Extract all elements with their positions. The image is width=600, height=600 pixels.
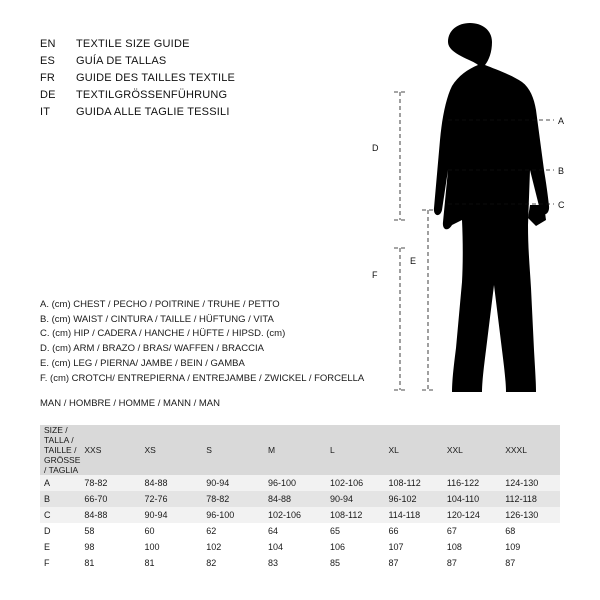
cell-c-m: 102-106 <box>264 507 326 523</box>
title-row-es <box>40 55 340 72</box>
table-row <box>40 475 560 491</box>
cell-b-xxxl: 112-118 <box>501 491 560 507</box>
cell-d-xl: 66 <box>384 523 442 539</box>
title-row-fr <box>40 72 340 89</box>
label-c: C <box>558 200 565 210</box>
cell-e-l: 106 <box>326 539 384 555</box>
cell-f-m: 83 <box>264 555 326 571</box>
cell-e-xxl: 108 <box>443 539 501 555</box>
cell-d-xxxl: 68 <box>501 523 560 539</box>
table-header-label: SIZE / TALLA / TAILLE / GRÖSSE / TAGLIA <box>40 425 80 475</box>
cell-c-xs: 90-94 <box>140 507 202 523</box>
cell-a-xxl: 116-122 <box>443 475 501 491</box>
cell-d-xxs: 58 <box>80 523 140 539</box>
table-header-s: S <box>202 425 264 475</box>
legend-line-e: E. (cm) LEG / PIERNA/ JAMBE / BEIN / GAMBA <box>40 357 245 369</box>
lang-code-de: DE <box>40 89 56 101</box>
table-header-m: M <box>264 425 326 475</box>
cell-d-l: 65 <box>326 523 384 539</box>
size-table-wrapper <box>40 425 560 571</box>
lang-code-en: EN <box>40 38 56 50</box>
cell-a-m: 96-100 <box>264 475 326 491</box>
title-text-fr: GUIDE DES TAILLES TEXTILE <box>76 72 236 84</box>
cell-b-s: 78-82 <box>202 491 264 507</box>
cell-a-xs: 84-88 <box>140 475 202 491</box>
cell-d-s: 62 <box>202 523 264 539</box>
label-e: E <box>410 256 417 266</box>
table-row <box>40 507 560 523</box>
row-label-c: C <box>40 507 80 523</box>
cell-a-xxs: 78-82 <box>80 475 140 491</box>
cell-d-m: 64 <box>264 523 326 539</box>
legend-line-b: B. (cm) WAIST / CINTURA / TAILLE / HÜFTUNG / VITA <box>40 313 274 325</box>
table-header-xxl: XXL <box>443 425 501 475</box>
cell-b-xl: 96-102 <box>384 491 442 507</box>
table-header-row <box>40 425 560 475</box>
cell-c-l: 108-112 <box>326 507 384 523</box>
cell-b-m: 84-88 <box>264 491 326 507</box>
row-label-a: A <box>40 475 80 491</box>
table-row <box>40 491 560 507</box>
table-header-xxxl: XXXL <box>501 425 560 475</box>
legend-line-d: D. (cm) ARM / BRAZO / BRAS/ WAFFEN / BRACCIA <box>40 343 264 355</box>
lang-code-it: IT <box>40 106 51 118</box>
cell-e-xs: 100 <box>140 539 202 555</box>
cell-f-xxl: 87 <box>443 555 501 571</box>
label-b: B <box>558 166 565 176</box>
cell-f-l: 85 <box>326 555 384 571</box>
cell-f-xxs: 81 <box>80 555 140 571</box>
cell-e-xl: 107 <box>384 539 442 555</box>
legend-line-c: C. (cm) HIP / CADERA / HANCHE / HÜFTE / HIPSD. (cm) <box>40 328 286 340</box>
title-block <box>40 38 340 123</box>
title-text-en: TEXTILE SIZE GUIDE <box>76 38 190 50</box>
legend-line-f: F. (cm) CROTCH/ ENTREPIERNA / ENTREJAMBE / ZWICKEL / FORCELLA <box>40 372 365 384</box>
cell-f-xxxl: 87 <box>501 555 560 571</box>
cell-d-xs: 60 <box>140 523 202 539</box>
cell-c-s: 96-100 <box>202 507 264 523</box>
legend-line-a: A. (cm) CHEST / PECHO / POITRINE / TRUHE / PETTO <box>40 299 280 310</box>
table-row <box>40 523 560 539</box>
legend-block <box>40 298 380 386</box>
cell-e-xxxl: 109 <box>501 539 560 555</box>
cell-a-xxxl: 124-130 <box>501 475 560 491</box>
gender-note: MAN / HOMBRE / HOMME / MANN / MAN <box>40 398 220 409</box>
cell-f-s: 82 <box>202 555 264 571</box>
cell-a-xl: 108-112 <box>384 475 442 491</box>
table-header-xxs: XXS <box>80 425 140 475</box>
cell-b-xs: 72-76 <box>140 491 202 507</box>
cell-e-xxs: 98 <box>80 539 140 555</box>
cell-c-xxl: 120-124 <box>443 507 501 523</box>
row-label-f: F <box>40 555 80 571</box>
row-label-b: B <box>40 491 80 507</box>
table-header-xs: XS <box>140 425 202 475</box>
cell-e-m: 104 <box>264 539 326 555</box>
cell-c-xxs: 84-88 <box>80 507 140 523</box>
cell-b-l: 90-94 <box>326 491 384 507</box>
cell-a-l: 102-106 <box>326 475 384 491</box>
table-row <box>40 555 560 571</box>
cell-c-xl: 114-118 <box>384 507 442 523</box>
lang-code-fr: FR <box>40 72 56 84</box>
lang-code-es: ES <box>40 55 56 67</box>
title-row-en <box>40 38 340 55</box>
title-text-de: TEXTILGRÖSSENFÜHRUNG <box>76 89 228 101</box>
table-header-xl: XL <box>384 425 442 475</box>
row-label-e: E <box>40 539 80 555</box>
table-header-l: L <box>326 425 384 475</box>
label-a: A <box>558 116 565 126</box>
label-d: D <box>372 143 379 153</box>
cell-b-xxs: 66-70 <box>80 491 140 507</box>
label-f: F <box>372 270 378 280</box>
cell-e-s: 102 <box>202 539 264 555</box>
title-text-it: GUIDA ALLE TAGLIE TESSILI <box>76 106 230 118</box>
cell-c-xxxl: 126-130 <box>501 507 560 523</box>
size-table <box>40 425 560 571</box>
title-row-it <box>40 106 340 123</box>
row-label-d: D <box>40 523 80 539</box>
title-row-de <box>40 89 340 106</box>
cell-f-xl: 87 <box>384 555 442 571</box>
table-row <box>40 539 560 555</box>
title-text-es: GUÍA DE TALLAS <box>76 55 167 67</box>
cell-a-s: 90-94 <box>202 475 264 491</box>
cell-f-xs: 81 <box>140 555 202 571</box>
cell-d-xxl: 67 <box>443 523 501 539</box>
cell-b-xxl: 104-110 <box>443 491 501 507</box>
